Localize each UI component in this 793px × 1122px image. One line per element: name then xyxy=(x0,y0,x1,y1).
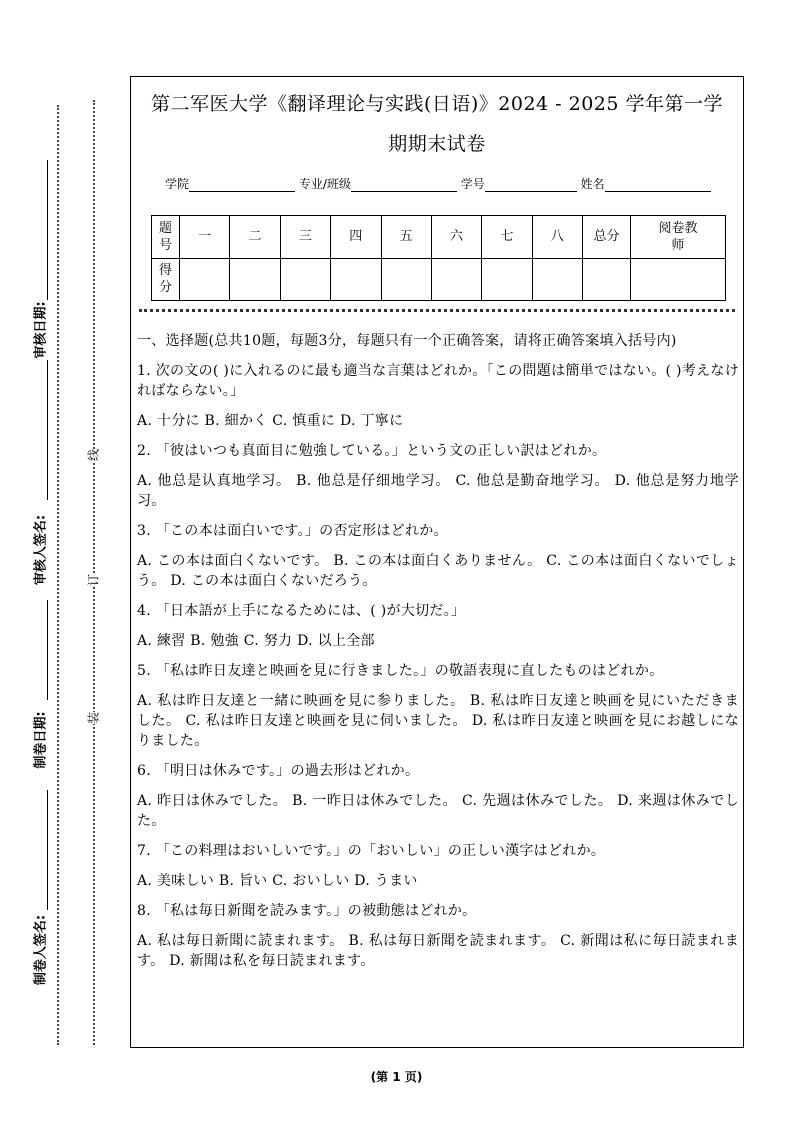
score-total-cell[interactable] xyxy=(583,258,631,301)
score-cell[interactable] xyxy=(180,258,230,301)
major-field[interactable] xyxy=(351,179,457,192)
score-cell[interactable] xyxy=(331,258,381,301)
college-field[interactable] xyxy=(189,179,295,192)
question-5: 5. 「私は昨日友達と映画を見に行きました。」の敬語表現に直したものはどれか。 xyxy=(137,663,664,679)
col-1: 一 xyxy=(180,216,230,259)
col-6: 六 xyxy=(431,216,481,259)
name-field[interactable] xyxy=(605,179,711,192)
fold-char: 装 xyxy=(83,712,104,724)
maker-date-line xyxy=(47,600,48,700)
question-no-label: 题号 xyxy=(152,216,180,259)
name-label: 姓名 xyxy=(580,177,605,191)
options-4: A. 練習 B. 勉強 C. 努力 D. 以上全部 xyxy=(137,633,375,649)
score-cell[interactable] xyxy=(280,258,330,301)
maker-date-label: 制卷日期: xyxy=(33,711,49,769)
student-id-field[interactable] xyxy=(485,179,577,192)
line-char: 线 xyxy=(83,449,104,461)
score-table xyxy=(151,215,726,301)
reviewer-date-label: 审核日期: xyxy=(33,301,49,359)
col-2: 二 xyxy=(230,216,280,259)
col-4: 四 xyxy=(331,216,381,259)
dotted-separator xyxy=(139,309,735,312)
question-3: 3. 「この本は面白いです。」の否定形はどれか。 xyxy=(137,523,448,539)
maker-sign-line xyxy=(47,790,48,910)
score-cell[interactable] xyxy=(532,258,582,301)
grader-cell[interactable] xyxy=(631,258,726,301)
reviewer-date-line xyxy=(47,160,48,300)
exam-paper xyxy=(130,76,744,1048)
options-2: A. 他总是认真地学习。 B. 他总是仔细地学习。 C. 他总是勤奋地学习。 D. 他总是努力地学习。 xyxy=(137,473,739,509)
score-value-row xyxy=(152,258,726,301)
question-7: 7. 「この料理はおいしいです。」の「おいしい」の正しい漢字はどれか。 xyxy=(137,843,606,859)
reviewer-sign-label: 审核人签名: xyxy=(33,514,49,586)
major-label: 专业/班级 xyxy=(298,177,351,191)
bind-char: 订 xyxy=(83,574,104,586)
options-5: A. 私は昨日友達と一緒に映画を見に参りました。 B. 私は昨日友達と映画を見にいただきました。 C. 私は昨日友達と映画を見に伺いました。 D. 私は昨日友達と映画を見にお越しになりました。 xyxy=(137,693,739,749)
question-section xyxy=(137,331,739,981)
col-3: 三 xyxy=(280,216,330,259)
college-label: 学院 xyxy=(165,177,190,191)
dotted-cut-line xyxy=(57,105,59,1045)
exam-title-line1: 第二军医大学《翻译理论与实践(日语)》2024 - 2025 学年第一学 xyxy=(150,93,724,115)
col-8: 八 xyxy=(532,216,582,259)
options-7: A. 美味しい B. 旨い C. おいしい D. うまい xyxy=(137,873,418,889)
col-grader: 阅卷教师 xyxy=(631,216,726,259)
question-4: 4. 「日本語が上手になるためには、( )が大切だ。」 xyxy=(137,603,466,619)
score-cell[interactable] xyxy=(230,258,280,301)
score-cell[interactable] xyxy=(431,258,481,301)
question-6: 6. 「明日は休みです。」の過去形はどれか。 xyxy=(137,763,420,779)
col-5: 五 xyxy=(381,216,431,259)
score-label: 得分 xyxy=(152,258,180,301)
options-8: A. 私は毎日新聞に読まれます。 B. 私は毎日新聞を読まれます。 C. 新聞は私に毎日読まれます。 D. 新聞は私を毎日読まれます。 xyxy=(137,933,739,969)
col-total: 总分 xyxy=(583,216,631,259)
question-8: 8. 「私は毎日新聞を読みます。」の被動態はどれか。 xyxy=(137,903,477,919)
question-2: 2. 「彼はいつも真面目に勉強している。」という文の正しい訳はどれか。 xyxy=(137,443,607,459)
binding-margin xyxy=(0,0,120,1122)
section-heading: 一、选择题(总共10题，每题3分，每题只有一个正确答案，请将正确答案填入括号内) xyxy=(137,333,677,349)
student-info-row xyxy=(165,175,711,192)
options-6: A. 昨日は休みでした。 B. 一昨日は休みでした。 C. 先週は休みでした。 D. 来週は休みでした。 xyxy=(137,793,739,829)
col-7: 七 xyxy=(482,216,532,259)
score-cell[interactable] xyxy=(482,258,532,301)
options-3: A. この本は面白くないです。 B. この本は面白くありません。 C. この本は面白くないでしょう。 D. この本は面白くないだろう。 xyxy=(137,553,739,589)
binding-dotted-line xyxy=(93,100,95,1045)
page-number: (第 1 页) xyxy=(370,1070,423,1084)
exam-title-line2: 期期末试卷 xyxy=(388,133,486,155)
student-id-label: 学号 xyxy=(460,177,485,191)
maker-sign-label: 制卷人签名: xyxy=(33,914,49,986)
options-1: A. 十分に B. 細かく C. 慎重に D. 丁寧に xyxy=(137,413,404,429)
reviewer-sign-line xyxy=(47,360,48,500)
question-1: 1. 次の文の( )に入れるのに最も適当な言葉はどれか。「この問題は簡単ではない。( )考えなければならない。」 xyxy=(137,363,739,399)
score-cell[interactable] xyxy=(381,258,431,301)
score-header-row xyxy=(152,216,726,259)
